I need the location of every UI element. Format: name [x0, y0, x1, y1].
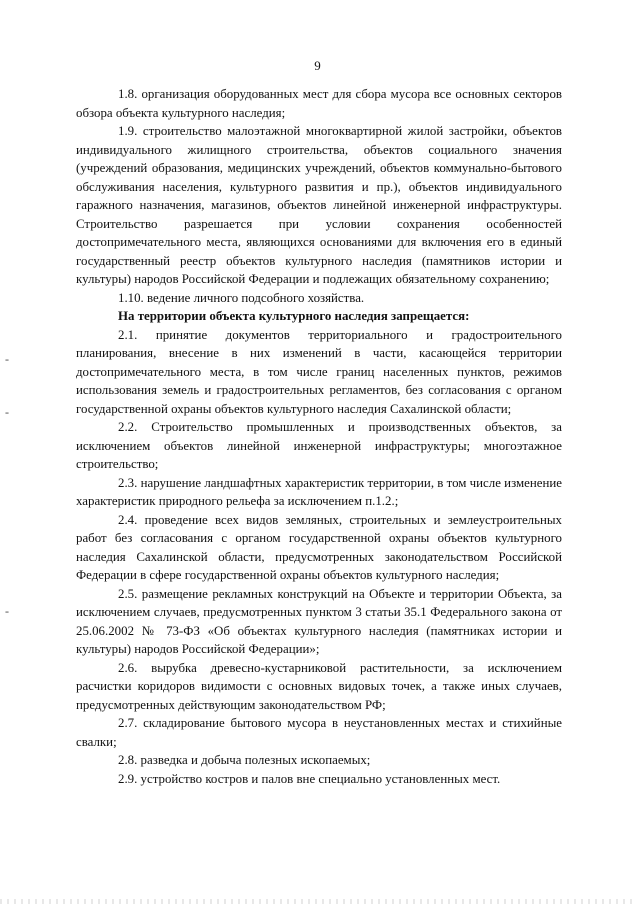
paragraph-1-8: 1.8. организация оборудованных мест для сбора мусора все основных секторов обзора объекта культурного наследия; [76, 87, 562, 120]
paragraph-2-4: 2.4. проведение всех видов земляных, строительных и землеустроительных работ без согласования с органом государственной охраны объектов культурного наследия Сахалинской области, предусмотренных законодательством Российской Федерации в сфере государственной охраны объектов культурного наследия; [76, 512, 562, 582]
page-number: 9 [314, 58, 321, 73]
scan-edge-mark: - [5, 405, 9, 419]
paragraph-2-9: 2.9. устройство костров и палов вне специально установленных мест. [118, 771, 501, 786]
document-body [76, 85, 562, 788]
paragraph-2-5: 2.5. размещение рекламных конструкций на Объекте и территории Объекта, за исключением случаев, предусмотренных пунктом 3 статьи 35.1 Федерального закона от 25.06.2002 № 73-ФЗ «Об объектах культурного наследия (памятниках истории и культуры) народов Российской Федерации»; [76, 586, 562, 656]
paragraph-1-9: 1.9. строительство малоэтажной многоквартирной жилой застройки, объектов индивидуального жилищного строительства, объектов социального значения (учреждений образования, медицинских учреждений, объектов коммунально-бытового обслуживания населения, культурного развития и пр.), объектов индивидуального гаражного назначения, магазинов, объектов линейной инженерной инфраструктуры. Строительство разрешается при условии сохранения особенностей достопримечательного места, являющихся основаниями для включения его в единый государственный реестр объектов культурного наследия (памятников истории и культуры) народов Российской Федерации и подлежащих обязательному сохранению; [76, 124, 562, 286]
section-heading-prohibited: На территории объекта культурного наследия запрещается: [118, 309, 470, 323]
scan-bottom-edge [0, 899, 635, 904]
paragraph-1-10: 1.10. ведение личного подсобного хозяйства. [118, 290, 365, 305]
paragraph-2-1: 2.1. принятие документов территориального и градостроительного планирования, внесение в них изменений в части, касающейся территории достопримечательного места, в том числе границ населенных пунктов, режимов использования земель и градостроительных регламентов, без согласования с органом государственной охраны объектов культурного наследия Сахалинской области; [76, 327, 562, 416]
paragraph-2-6: 2.6. вырубка древесно-кустарниковой растительности, за исключением расчистки коридоров видимости с основных видовых точек, а также иных случаев, предусмотренных действующим законодательством РФ; [76, 660, 562, 712]
paragraph-2-7: 2.7. складирование бытового мусора в неустановленных местах и стихийные свалки; [76, 716, 562, 749]
scan-edge-mark: - [5, 604, 9, 618]
paragraph-2-8: 2.8. разведка и добыча полезных ископаемых; [118, 753, 371, 767]
paragraph-2-2: 2.2. Строительство промышленных и производственных объектов, за исключением объектов линейной инженерной инфраструктуры; многоэтажное строительство; [76, 420, 562, 471]
paragraph-2-3: 2.3. нарушение ландшафтных характеристик территории, в том числе изменение характеристик природного рельефа за исключением п.1.2.; [76, 475, 562, 508]
scan-edge-mark: - [5, 352, 9, 366]
